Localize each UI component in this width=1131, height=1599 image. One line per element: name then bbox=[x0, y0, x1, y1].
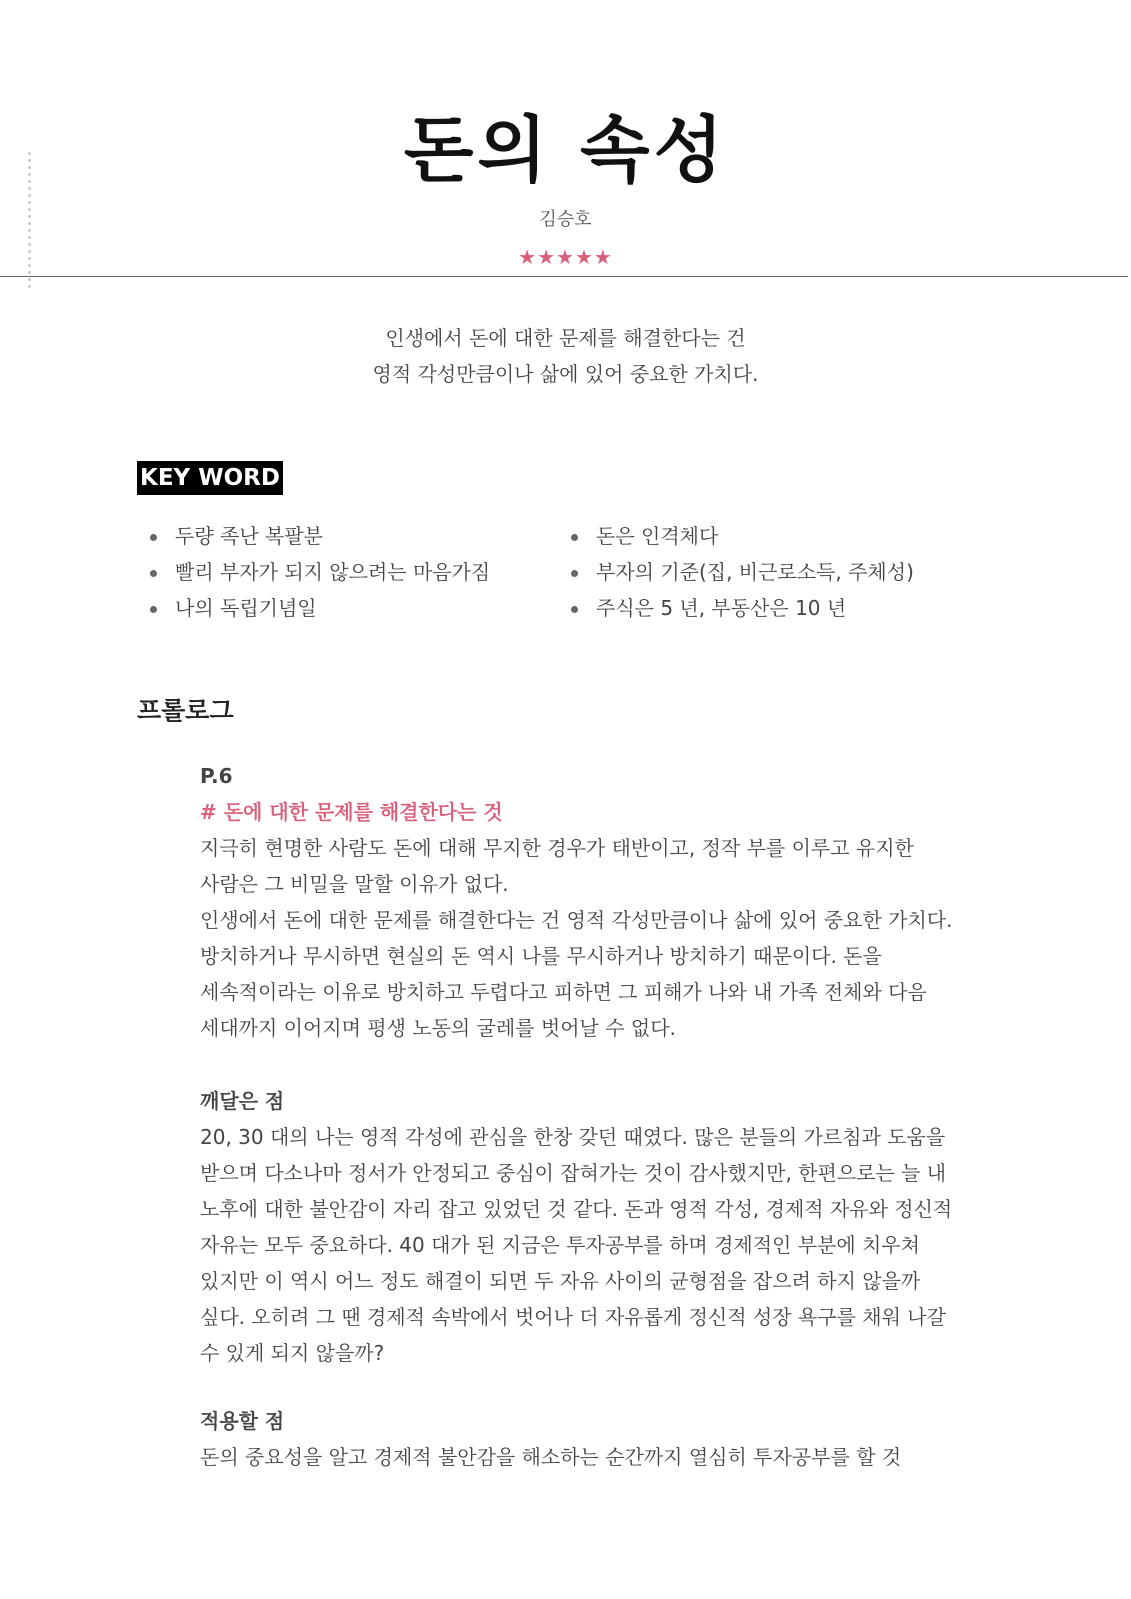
rating-stars-icon: ★★★★★ bbox=[518, 245, 613, 269]
quote-line: 영적 각성만큼이나 삶에 있어 중요한 가치다. bbox=[372, 362, 759, 386]
keyword-item: 빨리 부자가 되지 않으려는 마음가짐 bbox=[140, 554, 490, 590]
keyword-item: 두량 족난 복팔분 bbox=[140, 518, 490, 554]
text-line: 돈의 중요성을 알고 경제적 불안감을 해소하는 순간까지 열심히 투자공부를 할 것 bbox=[200, 1445, 902, 1469]
text-line: 방치하거나 무시하면 현실의 돈 역시 나를 무시하거나 방치하기 때문이다. 돈을 bbox=[200, 944, 882, 968]
text-line: 사람은 그 비밀을 말할 이유가 없다. bbox=[200, 872, 509, 896]
text-line: 세대까지 이어지며 평생 노동의 굴레를 벗어날 수 없다. bbox=[200, 1016, 676, 1040]
text-line: 받으며 다소나마 정서가 안정되고 중심이 잡혀가는 것이 감사했지만, 한편으로는 늘 내 bbox=[200, 1161, 947, 1185]
text-line: 20, 30 대의 나는 영적 각성에 관심을 한창 갖던 때였다. 많은 분들의 가르침과 도움을 bbox=[200, 1125, 946, 1149]
realization-paragraph bbox=[200, 1119, 1030, 1371]
text-line: 노후에 대한 불안감이 자리 잡고 있었던 것 같다. 돈과 영적 각성, 경제적 자유와 정신적 bbox=[200, 1197, 953, 1221]
text-line: 수 있게 되지 않을까? bbox=[200, 1341, 385, 1365]
prologue-paragraph bbox=[200, 830, 1030, 1046]
prologue-block bbox=[200, 758, 1030, 1046]
keyword-item: 나의 독립기념일 bbox=[140, 590, 490, 626]
apply-heading: 적용할 점 bbox=[200, 1409, 285, 1433]
keyword-item: 부자의 기준(집, 비근로소득, 주체성) bbox=[561, 554, 914, 590]
text-line: 지극히 현명한 사람도 돈에 대해 무지한 경우가 태반이고, 정작 부를 이루고 유지한 bbox=[200, 836, 914, 860]
text-line: 있지만 이 역시 어느 정도 해결이 되면 두 자유 사이의 균형점을 잡으려 하지 않을까 bbox=[200, 1269, 921, 1293]
page-reference: P.6 bbox=[200, 764, 233, 788]
apply-block bbox=[200, 1403, 1030, 1475]
page-title: 돈의 속성 bbox=[403, 108, 728, 192]
header-divider bbox=[0, 276, 1128, 277]
text-line: 세속적이라는 이유로 방치하고 두렵다고 피하면 그 피해가 나와 내 가족 전체와 다음 bbox=[200, 980, 927, 1004]
text-line: 자유는 모두 중요하다. 40 대가 된 지금은 투자공부를 하며 경제적인 부분에 치우쳐 bbox=[200, 1233, 920, 1257]
topic-tag: # 돈에 대한 문제를 해결한다는 것 bbox=[200, 800, 503, 824]
keyword-list-left bbox=[140, 518, 490, 626]
keyword-label: KEY WORD bbox=[137, 461, 283, 495]
keyword-item: 주식은 5 년, 부동산은 10 년 bbox=[561, 590, 914, 626]
keyword-list-right bbox=[561, 518, 914, 626]
summary-quote bbox=[0, 320, 1131, 392]
section-heading-prologue: 프롤로그 bbox=[137, 696, 234, 725]
text-line: 인생에서 돈에 대한 문제를 해결한다는 건 영적 각성만큼이나 삶에 있어 중요한 가치다. bbox=[200, 908, 953, 932]
realization-heading: 깨달은 점 bbox=[200, 1089, 285, 1113]
author-name: 김승호 bbox=[539, 209, 592, 230]
realization-block bbox=[200, 1083, 1030, 1371]
text-line: 싶다. 오히려 그 땐 경제적 속박에서 벗어나 더 자유롭게 정신적 성장 욕구를 채워 나갈 bbox=[200, 1305, 946, 1329]
apply-paragraph bbox=[200, 1439, 1030, 1475]
quote-line: 인생에서 돈에 대한 문제를 해결한다는 건 bbox=[385, 326, 746, 350]
keyword-item: 돈은 인격체다 bbox=[561, 518, 914, 554]
